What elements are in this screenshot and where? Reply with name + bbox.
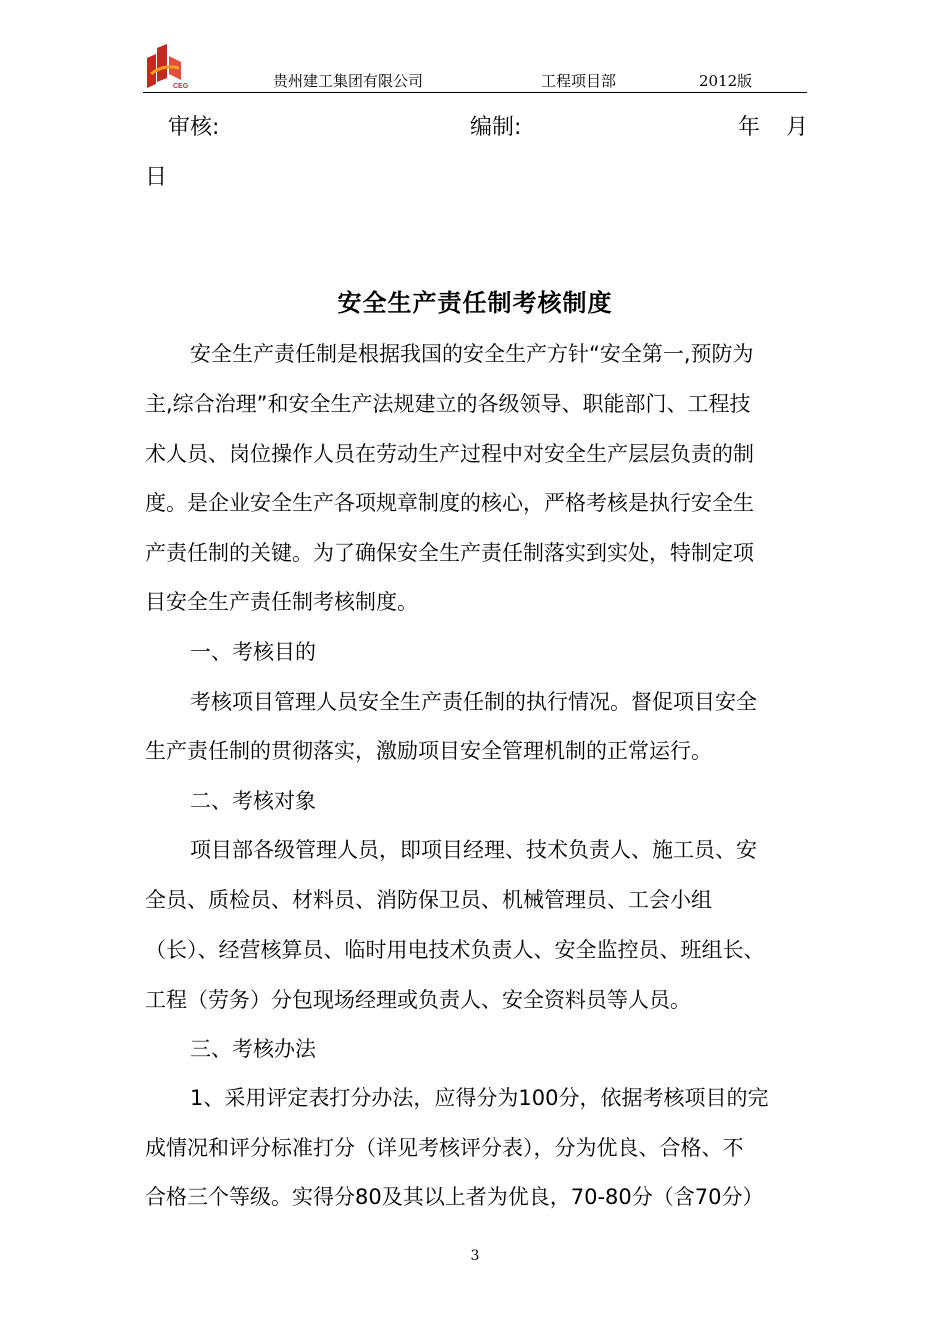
body-line: 主,综合治理”和安全生产法规建立的各级领导、职能部门、工程技	[145, 392, 751, 416]
page-header	[143, 40, 807, 93]
body-line: 目安全生产责任制考核制度。	[145, 590, 418, 614]
body-line: 度。是企业安全生产各项规章制度的核心，严格考核是执行安全生	[145, 491, 754, 515]
date-day-label: 日	[145, 165, 168, 190]
body-line: （长）、经营核算员、临时用电技术负责人、安全监控员、班组长、	[145, 938, 765, 962]
section-heading: 三、考核办法	[190, 1037, 316, 1061]
body-line: 安全生产责任制是根据我国的安全生产方针“安全第一,预防为	[190, 342, 754, 366]
body-line: 全员、质检员、材料员、消防保卫员、机械管理员、工会小组	[145, 888, 712, 912]
company-logo-icon	[143, 44, 193, 90]
body-line: 术人员、岗位操作人员在劳动生产过程中对安全生产层层负责的制	[145, 442, 754, 466]
body-line: 项目部各级管理人员，即项目经理、技术负责人、施工员、安	[190, 838, 757, 862]
section-heading: 二、考核对象	[190, 789, 316, 813]
body-line: 工程（劳务）分包现场经理或负责人、安全资料员等人员。	[145, 988, 691, 1012]
body-line: 考核项目管理人员安全生产责任制的执行情况。督促项目安全	[190, 690, 757, 714]
body-line: 成情况和评分标准打分（详见考核评分表），分为优良、合格、不	[145, 1136, 744, 1160]
review-label: 审核:	[168, 115, 220, 140]
date-month-label: 月	[786, 115, 809, 140]
body-line: 1、采用评定表打分办法，应得分为100分，依据考核项目的完	[190, 1086, 769, 1110]
document-title: 安全生产责任制考核制度	[337, 289, 613, 317]
header-company: 贵州建工集团有限公司	[273, 72, 424, 90]
header-department: 工程项目部	[541, 72, 617, 90]
body-line: 生产责任制的贯彻落实，激励项目安全管理机制的正常运行。	[145, 739, 712, 763]
body-line: 产责任制的关键。为了确保安全生产责任制落实到实处，特制定项	[145, 541, 754, 565]
compile-label: 编制:	[470, 115, 522, 140]
page-number: 3	[470, 1248, 480, 1264]
date-year-label: 年	[738, 115, 761, 140]
body-line: 合格三个等级。实得分80及其以上者为优良，70-80分（含70分）	[145, 1185, 764, 1209]
section-heading: 一、考核目的	[190, 640, 316, 664]
header-year: 2012版	[699, 72, 753, 90]
svg-text:CEG: CEG	[173, 83, 189, 90]
